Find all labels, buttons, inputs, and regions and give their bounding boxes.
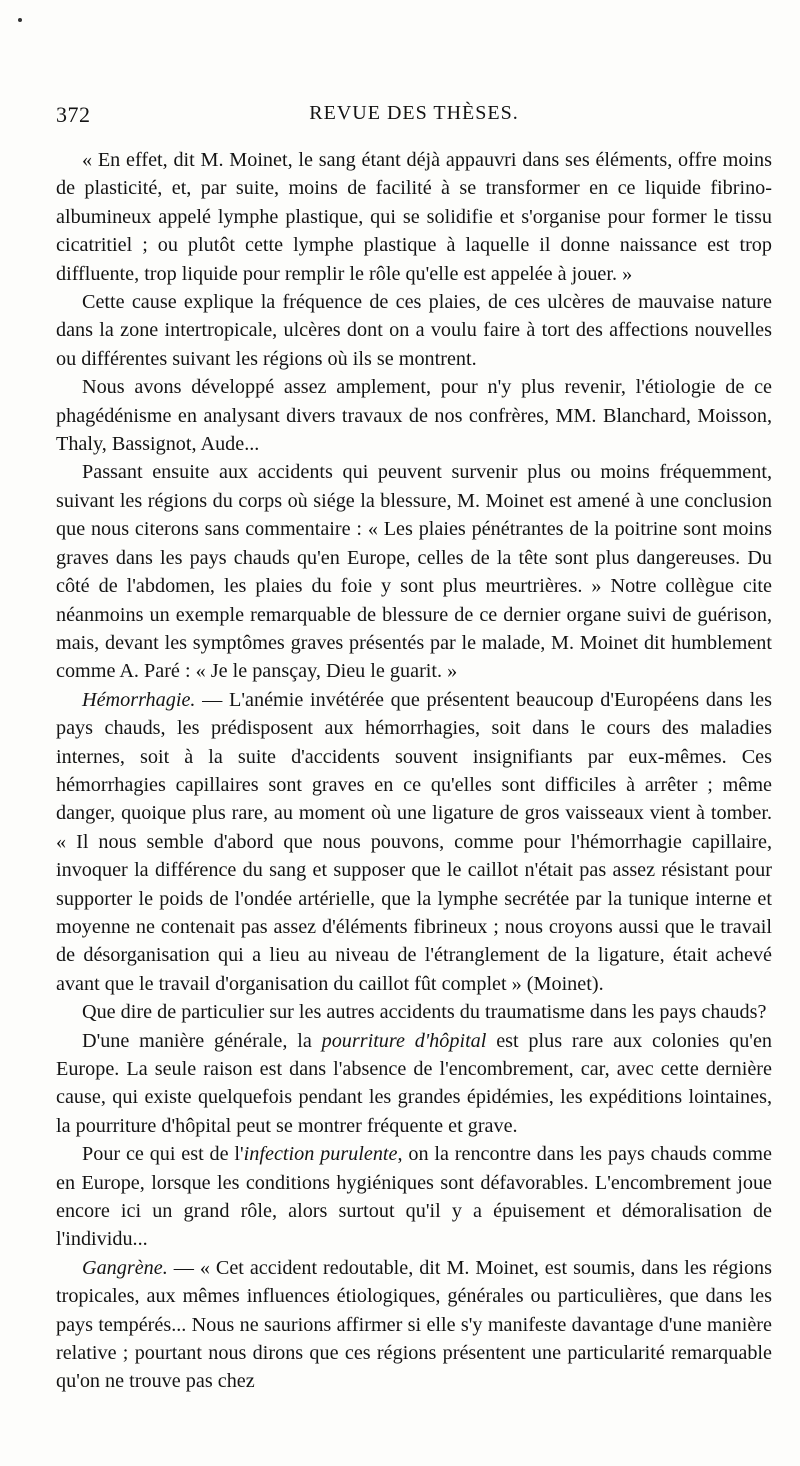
heading-hemorrhagie: Hémorrhagie.: [82, 688, 196, 711]
paragraph-hemorrhagie-text: — L'anémie invétérée que présentent beaucoup d'Européens dans les pays chauds, les prédisposent aux hémorrhagies, soit dans le cours des maladies internes, soit à la suite d'accidents souvent insignifiants par eux-mêmes. Ces hémorrhagies capillaires sont graves en ce qu'elles sont difficiles à arrêter ; même danger, quoique plus rare, au moment où une ligature de gros vaisseaux vient à tomber. « Il nous semble d'abord que nous pouvons, comme pour l'hémorrhagie capillaire, invoquer la différence du sang et supposer que le caillot n'était pas assez résistant pour supporter le poids de l'ondée artérielle, que la lymphe secrétée par la tunique interne et moyenne ne contenait pas assez d'éléments fibrineux ; nous croyons aussi que le travail de désorganisation qui a lieu au niveau de l'étranglement de la ligature, était achevé avant que le travail d'organisation du caillot fût complet » (Moinet).: [56, 688, 772, 995]
paragraph-quote-moinet: « En effet, dit M. Moinet, le sang étant déjà appauvri dans ses éléments, offre moins de plasticité, et, par suite, moins de facilité à se transformer en ce liquide fibrino-albumineux appelé lymphe plastique, qui se solidifie et s'organise pour former le tissu cicatritiel ; ou plutôt cette lymphe plastique à laquelle il donne naissance est trop diffluente, trop liquide pour remplir le rôle qu'elle est appelée à jouer. »: [56, 149, 772, 285]
paragraph-gangrene-text: — « Cet accident redoutable, dit M. Moinet, est soumis, dans les régions tropicales, aux mêmes influences étiologiques, générales ou particulières, que dans les pays tempérés... Nous ne saurions affirmer si elle s'y manifeste davantage d'une manière relative ; pourtant nous dirons que ces régions présentent une particularité remarquable qu'on ne trouve pas chez: [56, 1256, 772, 1393]
paragraph-phagedenisme: Nous avons développé assez amplement, pour n'y plus revenir, l'étiologie de ce phagédénisme en analysant divers travaux de nos confrères, MM. Blanchard, Moisson, Thaly, Bassignot, Aude...: [56, 376, 772, 456]
page-number: 372: [56, 102, 91, 127]
running-title: REVUE DES THÈSES.: [309, 102, 519, 124]
paragraph-cause: Cette cause explique la fréquence de ces plaies, de ces ulcères de mauvaise nature dans la zone intertropicale, ulcères dont on a voulu faire à tort des affections nouvelles ou différentes suivant les régions où ils se montrent.: [56, 291, 772, 370]
paragraph-infection-after: , on la rencontre dans les pays chauds comme en Europe, lorsque les conditions hygiéniques sont défavorables. L'encombrement joue encore ici un grand rôle, alors surtout qu'il y a épuisement et démoralisation de l'individu...: [56, 1143, 772, 1251]
body-text: [56, 146, 772, 1396]
paragraph-gangrene: [56, 1254, 772, 1396]
page-header: [56, 102, 772, 132]
paragraph-infection-before: Pour ce qui est de l': [82, 1143, 244, 1166]
paragraph-infection: [56, 1140, 772, 1254]
heading-gangrene: Gangrène.: [82, 1256, 168, 1279]
paragraph-pourriture: [56, 1027, 772, 1141]
paragraph-question: Que dire de particulier sur les autres accidents du traumatisme dans les pays chauds?: [82, 1001, 767, 1024]
term-infection: infection purulente: [243, 1143, 398, 1166]
paragraph-pourriture-before: D'une manière générale, la: [82, 1029, 322, 1052]
paragraph-accidents: Passant ensuite aux accidents qui peuvent survenir plus ou moins fréquemment, suivant les régions du corps où siége la blessure, M. Moinet est amené à une conclusion que nous citerons sans commentaire : « Les plaies pénétrantes de la poitrine sont moins graves dans les pays chauds qu'en Europe, celles de la tête sont plus dangereuses. Du côté de l'abdomen, les plaies du foie y sont plus meurtrières. » Notre collègue cite néanmoins un exemple remarquable de blessure de ce dernier organe suivi de guérison, mais, devant les symptômes graves présentés par le malade, M. Moinet dit humblement comme A. Paré : « Je le pansçay, Dieu le guarit. »: [56, 461, 772, 683]
margin-dot: [18, 18, 22, 22]
term-pourriture: pourriture d'hôpital: [321, 1029, 487, 1052]
paragraph-hemorrhagie: [56, 686, 772, 998]
paragraph-pourriture-after: est plus rare aux colonies qu'en Europe. La seule raison est dans l'absence de l'encombrement, car, avec cette dernière cause, qui existe quelquefois pendant les grandes épidémies, les expéditions lointaines, la pourriture d'hôpital peut se montrer fréquente et grave.: [56, 1029, 772, 1137]
